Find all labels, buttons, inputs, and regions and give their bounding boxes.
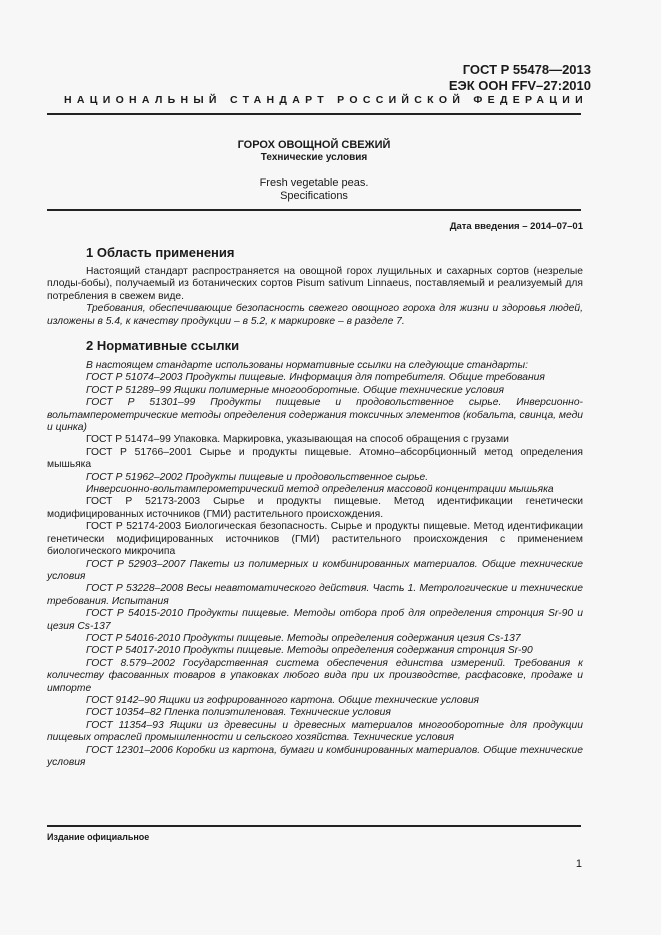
section-2-body	[47, 360, 583, 769]
reference-item: ГОСТ 12301–2006 Коробки из картона, бумаги и комбинированных материалов. Общие технические условия	[47, 744, 583, 768]
header-rule	[47, 113, 581, 115]
reference-item: ГОСТ Р 51289–99 Ящики полимерные многооборотные. Общие технические условия	[86, 384, 504, 396]
title-rule	[47, 209, 581, 211]
reference-item: ГОСТ Р 52173-2003 Сырье и продукты пищевые. Метод идентификации генетически модифицированных источников (ГМИ) растительного происхождения.	[47, 496, 583, 520]
reference-item: ГОСТ Р 51474–99 Упаковка. Маркировка, указывающая на способ обращения с грузами	[86, 434, 509, 446]
reference-item: ГОСТ Р 51074–2003 Продукты пищевые. Информация для потребителя. Общие требования	[86, 372, 545, 384]
section-1-text-2: Требования, обеспечивающие безопасность свежего овощного гороха для жизни и здоровья людей, изложены в 5.4, к качеству продукции – в 5.2, к маркировке – в разделе 7.	[47, 303, 583, 327]
reference-item: ГОСТ Р 51962–2002 Продукты пищевые и продовольственное сырье.	[86, 471, 429, 483]
reference-item: ГОСТ 10354–82 Пленка полиэтиленовая. Технические условия	[86, 707, 391, 719]
footer-rule	[47, 825, 581, 827]
reference-item: Инверсионно-вольтамперометрический метод определения массовой концентрации мышьяка	[86, 484, 554, 496]
standard-code: ГОСТ Р 55478—2013	[462, 62, 591, 77]
reference-item: ГОСТ Р 54016-2010 Продукты пищевые. Методы определения содержания цезия Cs-137	[86, 632, 521, 644]
reference-item: ГОСТ Р 51766–2001 Сырье и продукты пищевые. Атомно–абсорбционный метод определения мышьяка	[47, 446, 583, 471]
section-2-heading: 2 Нормативные ссылки	[86, 338, 240, 353]
english-subtitle: Specifications	[280, 190, 348, 202]
effective-date: Дата введения – 2014–07–01	[449, 221, 583, 232]
document-subtitle: Технические условия	[260, 152, 368, 163]
document-title: ГОРОХ ОВОЩНОЙ СВЕЖИЙ	[237, 139, 391, 151]
reference-item: ГОСТ Р 54017-2010 Продукты пищевые. Методы определения содержания стронция Sr-90	[86, 645, 533, 657]
reference-item: В настоящем стандарте использованы нормативные ссылки на следующие стандарты:	[86, 360, 528, 371]
section-1-text-1: Настоящий стандарт распространяется на овощной горох лущильных и сахарных сортов (незрелые плоды-бобы), получаемый из ботанических сортов Pisum sativum Linnaeus, поставляемый и реализуемый для потребления в свежем виде.	[47, 266, 583, 302]
section-1-paragraph-1	[47, 266, 583, 303]
reference-item: ГОСТ Р 51301–99 Продукты пищевые и продовольственное сырье. Инверсионно-вольтамперометрические методы определения содержания токсичных элементов (кобальта, свинца, меди и цинка)	[47, 397, 583, 434]
standard-code-secondary: ЕЭК ООН FFV–27:2010	[448, 78, 591, 93]
reference-item: ГОСТ Р 54015-2010 Продукты пищевые. Методы отбора проб для определения стронция Sr-90 и цезия Cs-137	[47, 608, 583, 632]
section-1-heading: 1 Область применения	[86, 245, 235, 260]
reference-item: ГОСТ 9142–90 Ящики из гофрированного картона. Общие технические условия	[86, 694, 480, 706]
reference-item: ГОСТ 8.579–2002 Государственная система обеспечения единства измерений. Требования к количеству фасованных товаров в упаковках любого вида при их производстве, расфасовке, продаже и импорте	[47, 657, 583, 694]
page-number: 1	[575, 858, 582, 870]
official-edition-note: Издание официальное	[47, 832, 150, 842]
reference-item: ГОСТ 11354–93 Ящики из древесины и древесных материалов многооборотные для продукции пищевых отраслей промышленности и сельского хозяйства. Технические условия	[47, 719, 583, 744]
reference-item: ГОСТ Р 53228–2008 Весы неавтоматического действия. Часть 1. Метрологические и технические требования. Испытания	[47, 583, 583, 607]
national-standard-banner: НАЦИОНАЛЬНЫЙ СТАНДАРТ РОССИЙСКОЙ ФЕДЕРАЦИИ	[64, 94, 588, 106]
reference-item: ГОСТ Р 52903–2007 Пакеты из полимерных и комбинированных материалов. Общие технические условия	[47, 558, 583, 582]
reference-item: ГОСТ Р 52174-2003 Биологическая безопасность. Сырье и продукты пищевые. Метод идентификации генетически модифицированных источников (ГМИ) растительного происхождения с применением биологического микрочипа	[47, 521, 583, 558]
section-1-paragraph-2	[47, 303, 583, 328]
section-1-body	[47, 266, 583, 328]
english-title: Fresh vegetable peas.	[259, 177, 369, 189]
